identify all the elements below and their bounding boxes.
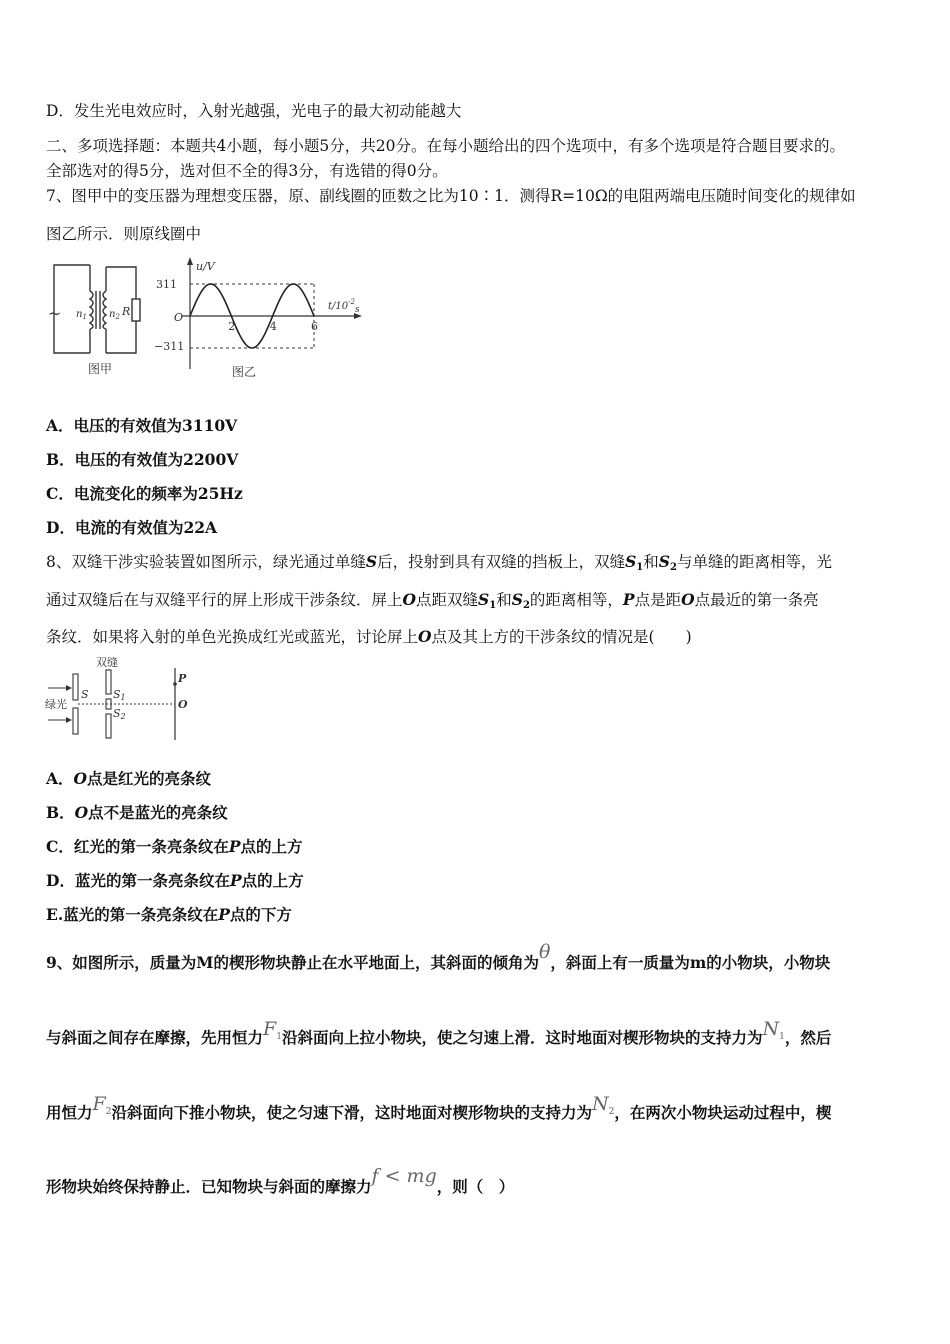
- figure-yi-voltage-chart: [152, 253, 372, 383]
- green-light-label: 绿光: [45, 698, 67, 711]
- y-max-tick-label: 311: [156, 278, 177, 291]
- q8-stem-line2: 通过双缝后在与双缝平行的屏上形成干涉条纹．屏上O点距双缝$S_1$和$S_2$的距离相等，P点是距O点最近的第一条亮: [46, 590, 819, 611]
- double-slit-label: 双缝: [96, 656, 118, 669]
- y-axis-label: u/V: [196, 260, 215, 273]
- q9-stem-line2: 与斜面之间存在摩擦，先用恒力$F_1$沿斜面向上拉小物块，使之匀速上滑．这时地面对楔形物块的支持力为$N_1$，然后: [46, 1018, 832, 1047]
- q8-stem-line3: 条纹．如果将入射的单色光换成红光或蓝光，讨论屏上O点及其上方的干涉条纹的情况是( ): [46, 627, 692, 646]
- q8-option-c: C．红光的第一条亮条纹在P点的上方: [46, 837, 303, 856]
- double-slit-top-plate: [106, 670, 111, 694]
- single-slit-upper-plate: [73, 674, 78, 700]
- q8-option-e: E.蓝光的第一条亮条纹在P点的下方: [46, 905, 292, 924]
- q8-option-b: B．O点不是蓝光的亮条纹: [46, 803, 228, 822]
- section2-header-line2: 全部选对的得5分，选对但不全的得3分，有选错的得0分。: [46, 162, 448, 180]
- q9-stem-line3: 用恒力$F_2$沿斜面向下推小物块，使之匀速下滑，这时地面对楔形物块的支持力为$N_2$，在两次小物块运动过程中，楔: [46, 1093, 832, 1122]
- y-min-tick-label: −311: [154, 340, 185, 353]
- x-tick-label: 4: [269, 320, 277, 333]
- q8-stem-line1: 8、双缝干涉实验装置如图所示，绿光通过单缝S后，投射到具有双缝的挡板上，双缝$S_1$和$S_2$与单缝的距离相等，光: [46, 552, 832, 573]
- ac-source-symbol: ~: [48, 304, 62, 323]
- slit-s2-sub: 2: [120, 712, 126, 721]
- figure-jia-transformer: [44, 255, 154, 380]
- n1-label: n: [76, 309, 83, 320]
- resistor-label: R: [122, 305, 131, 318]
- figure-double-slit: [44, 654, 194, 746]
- double-slit-bottom-plate: [106, 714, 111, 738]
- q7-option-c: C．电流变化的频率为25Hz: [46, 484, 243, 503]
- q7-option-b: B．电压的有效值为2200V: [46, 450, 239, 469]
- slit-s1-label: S: [113, 688, 121, 701]
- q6-option-d: D．发生光电效应时，入射光越强，光电子的最大初动能越大: [46, 102, 462, 120]
- n2-sub: 2: [115, 313, 120, 321]
- x-axis-exponent: -2: [348, 298, 355, 306]
- y-axis-arrow: [187, 257, 193, 265]
- point-o-label: O: [178, 698, 188, 711]
- svg-text:n1: [76, 309, 87, 321]
- q7-option-a: A．电压的有效值为3110V: [46, 416, 238, 435]
- q8-option-d: D．蓝光的第一条亮条纹在P点的上方: [46, 871, 304, 890]
- origin-label: O: [174, 311, 184, 324]
- q7-stem-line1: 7、图甲中的变压器为理想变压器，原、副线圈的匝数之比为10∶1．测得R=10Ω的电阻两端电压随时间变化的规律如: [46, 187, 856, 205]
- x-axis-label: t/10: [328, 301, 349, 312]
- point-p-label: P: [178, 672, 187, 685]
- svg-text:S1: [113, 688, 126, 702]
- slit-s-label: S: [81, 688, 89, 701]
- slit-s1-sub: 1: [120, 693, 126, 702]
- figure-yi-caption: 图乙: [232, 365, 257, 379]
- svg-text:S2: [113, 707, 126, 721]
- q9-stem-line4: 形物块始终保持静止．已知物块与斜面的摩擦力f < mg，则（ ）: [46, 1165, 515, 1196]
- x-axis-unit: s: [354, 305, 360, 315]
- n1-sub: 1: [82, 313, 87, 321]
- q7-stem-line2: 图乙所示．则原线圈中: [46, 225, 202, 243]
- point-p-dot: [173, 682, 177, 686]
- svg-text:t/10-2s: [328, 298, 360, 315]
- q9-stem-line1: 9、如图所示，质量为M的楔形物块静止在水平地面上，其斜面的倾角为θ，斜面上有一质量为m的小物块，小物块: [46, 941, 831, 972]
- svg-text:n2: [109, 309, 120, 321]
- x-tick-label: 6: [311, 320, 318, 333]
- n2-label: n: [109, 309, 116, 320]
- q8-option-a: A．O点是红光的亮条纹: [46, 769, 212, 788]
- q7-option-d: D．电流的有效值为22A: [46, 518, 218, 537]
- friction-condition: f < mg: [371, 1165, 437, 1187]
- single-slit-lower-plate: [73, 708, 78, 734]
- slit-s2-label: S: [113, 707, 121, 720]
- theta-symbol: θ: [538, 941, 551, 963]
- x-tick-label: 2: [228, 320, 236, 333]
- section2-header-line1: 二、多项选择题：本题共4小题，每小题5分，共20分。在每小题给出的四个选项中，有多个选项是符合题目要求的。: [46, 137, 845, 155]
- figure-jia-caption: 图甲: [88, 362, 113, 376]
